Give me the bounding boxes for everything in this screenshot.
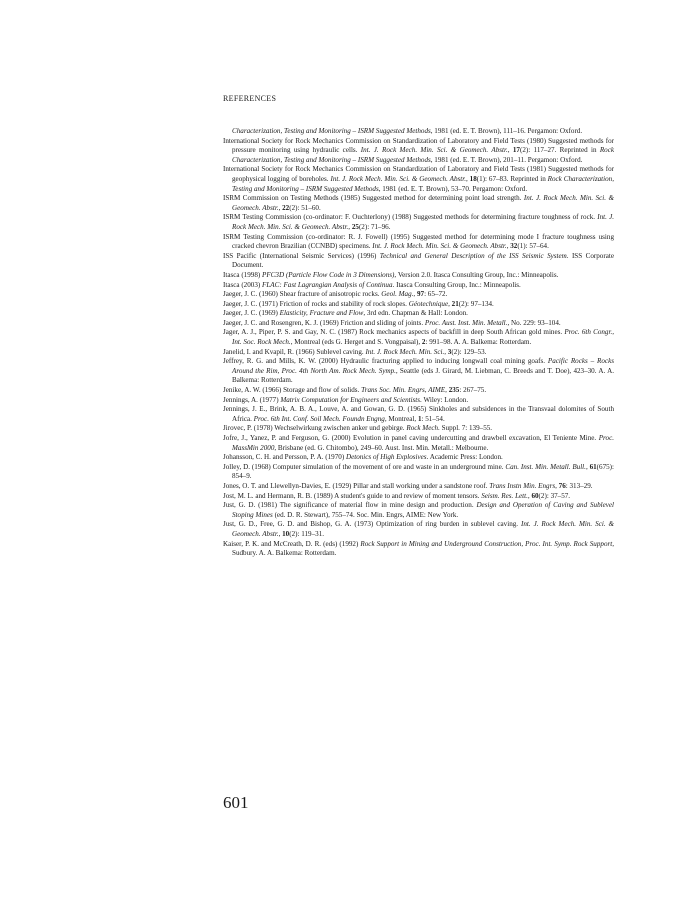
ref-text: (1): 67–83. Reprinted in [476,174,548,183]
reference-entry [223,165,614,194]
ref-italic-text: Int. J. Rock Mech. Min. Sci. [365,347,445,356]
reference-entry [223,328,614,347]
ref-volume: 21 [451,299,459,308]
ref-volume: 25 [351,222,359,231]
ref-text: , [585,462,590,471]
ref-text: (2): 51–60. [289,203,321,212]
ref-text: Suppl. 7: 139–55. [439,424,493,433]
reference-entry [223,348,614,358]
ref-text: Jolley, D. (1968) Computer simulation of the movement of ore and waste in an underground mine. [223,462,506,471]
ref-text: . Wiley: London. [420,395,469,404]
ref-text: , [506,242,511,251]
reference-entry [223,482,614,492]
ref-italic-text: Proc. 6th Int. Conf. Soil Mech. Foundn Engng [253,414,385,423]
reference-entry [223,300,614,310]
ref-text: , Brisbane (ed. G. Chitombo), 249–60. Aust. Inst. Min. Metall.: Melbourne. [274,443,489,452]
ref-italic-text: Rock Support in Mining and Underground Construction, Proc. Int. Symp. Rock Support [360,539,613,548]
ref-text: ISS Pacific (International Seismic Services) (1996) [223,251,380,260]
ref-text: Jost, M. L. and Hermann, R. B. (1989) A student's guide to and review of moment tensors. [223,491,482,500]
ref-text: Just, G. D., Free, G. D. and Bishop, G. A. (1973) Optimization of ring burden in sublevel caving. [223,520,521,529]
ref-text: : 51–54. [421,414,445,423]
ref-text: Janelid, I. and Kvapil, R. (1966) Sublevel caving. [223,347,366,356]
ref-text: International Society for Rock Mechanics Commission on Standardization of Laboratory and Field Tests (1981) Suggested methods for geophysical logging of boreholes. [223,165,614,183]
ref-italic-text: Rock Characterization, Testing and Monitoring – ISRM Suggested Methods [232,146,615,164]
ref-italic-text: PFC3D (Particle Flow Code in 3 Dimensions) [262,270,395,279]
ref-text: , Montreal, [384,414,418,423]
ref-italic-text: Int. J. Rock Mech. Min. Sci. & Geomech. Abstr. [232,213,614,231]
ref-text: International Society for Rock Mechanics Commission on Standardization of Laboratory and Field Tests (1980) Suggested methods for pressure monitoring using hydraulic cells. [223,136,614,155]
reference-entry [223,386,614,396]
ref-text: , 1981 (ed. E. T. Brown), 53–70. Pergamon: Oxford. [378,184,528,193]
page-number: 601 [223,793,249,812]
ref-text: , Sudbury. A. A. Balkema: Rotterdam. [232,539,615,558]
ref-text: , Seattle (eds J. Girard, M. Liebman, C. Breeds and T. Doe), 423–30. A. A. Balkema: Rotterdam. [232,366,614,385]
reference-entry [223,281,614,291]
ref-text: : 65–72. [424,290,448,299]
ref-text: , No. 229: 93–104. [507,318,561,327]
ref-text: Itasca (1998) [223,270,262,279]
reference-entry [223,233,614,252]
ref-text: Jofre, J., Yanez, P. and Ferguson, G. (2000) Evolution in panel caving undercutting and drawbell excavation, El Teniente Mine. [223,434,599,442]
ref-italic-text: Pacific Rocks – Rocks Around the Rim, Proc. 4th North Am. Rock Mech. Symp. [232,357,614,375]
ref-italic-text: Rock Characterization, Testing and Monitoring – ISRM Suggested Methods [232,174,614,193]
ref-text: (2): 129–53. [451,347,487,356]
ref-text: Kaiser, P. K. and McCreath, D. R. (eds) (1992) [223,539,361,548]
reference-entry [223,194,614,213]
ref-text: , [555,481,559,490]
ref-italic-text: Int. J. Rock Mech. Min. Sci. & Geomech. Abstr. [232,194,615,212]
ref-text: Jones, O. T. and Llewellyn-Davies, E. (1929) Pillar and stall working under a sandstone roof. [223,481,490,490]
ref-volume: 1 [417,414,422,423]
ref-volume: 97 [416,290,425,299]
ref-volume: 18 [469,174,477,183]
ref-text: Jirovec, P. (1978) Wechselwirkung zwischen anker und gebirge. [223,424,407,433]
ref-text: Jaeger, J. C. (1960) Shear fracture of anisotropic rocks. [223,290,382,299]
ref-text: , Version 2.0. Itasca Consulting Group, Inc.: Minneapolis. [394,270,559,279]
ref-text: : 267–75. [459,386,487,395]
ref-text: Jaeger, J. C. and Rosengren, K. J. (1969) Friction and sliding of joints. [223,318,425,327]
ref-text: ISRM Testing Commission (co-ordinator: F. Ouchterlony) (1988) Suggested methods for determining fracture toughness of rock. [223,213,598,222]
ref-text: . ISS Corporate Document. [232,251,614,270]
ref-text: . Itasca Consulting Group, Inc.: Minneapolis. [392,280,521,289]
ref-italic-text: Géotechnique [408,299,449,308]
ref-text: , 1981 (ed. E. T. Brown), 111–16. Pergamon: Oxford. [430,127,583,135]
ref-text: Johansson, C. H. and Persson, P. A. (1970) [223,453,346,462]
ref-text: Jaeger, J. C. (1971) Friction of rocks and stability of rock slopes. [223,299,409,308]
reference-entry [223,520,614,539]
reference-entry [223,290,614,300]
ref-text: Jennings, A. (1977) [223,395,281,404]
ref-italic-text: Can. Inst. Min. Metall. Bull. [505,462,586,471]
ref-text: (1): 57–64. [517,242,549,251]
reference-entry [223,424,614,434]
running-header: REFERENCES [223,94,277,103]
ref-text: : 313–29. [565,481,593,490]
ref-italic-text: Trans Instn Min. Engrs [489,481,556,490]
reference-entry [223,405,614,424]
ref-text: , [465,174,470,183]
reference-entry [223,540,614,559]
reference-entry [223,396,614,406]
ref-italic-text: Characterization, Testing and Monitoring – ISRM Suggested Methods [232,127,431,135]
ref-text: ISRM Testing Commission (co-ordinator: R. J. Fowell) (1995) Suggested method for determining mode I fracture toughness using cracked chevron Brazilian (CCNBD) specimens. [223,232,614,251]
ref-italic-text: Detonics of High Explosives [345,453,427,462]
reference-entry [223,137,614,166]
ref-italic-text: Proc. MassMin 2000 [232,434,614,452]
ref-volume: 17 [512,146,520,155]
ref-text: (2): 117–27. Reprinted in [519,146,600,155]
ref-text: Jager, A. J., Piper, P. S. and Gay, N. C. (1987) Rock mechanics aspects of backfill in deep South African gold mines. [223,328,565,337]
ref-text: Just, G. D. (1981) The significance of material flow in mine design and production. [223,501,477,510]
reference-entry [223,357,614,386]
ref-italic-text: Int. J. Rock Mech. Min. Sci. & Geomech. Abstr. [330,174,466,183]
ref-text: : 991–98. A. A. Balkema: Rotterdam. [425,338,532,347]
reference-entry [223,271,614,281]
ref-text: (675): 854–9. [232,462,615,481]
reference-entry [223,492,614,502]
ref-volume: 235 [448,386,460,395]
ref-text: , Montreal (eds G. Herget and S. Vongpaisal), [290,338,422,347]
ref-italic-text: Rock Mech. [406,424,440,433]
ref-text: (2): 37–57. [538,491,571,500]
reference-entry [223,434,614,453]
ref-italic-text: Trans Soc. Min. Engrs, AIME [361,386,446,395]
ref-volume: 22 [282,203,290,212]
ref-text: Jaeger, J. C. (1969) [223,309,280,318]
reference-entry [223,501,614,520]
ref-text: , [278,203,283,212]
ref-text: , 1981 (ed. E. T. Brown), 201–11. Pergamon: Oxford. [430,155,583,164]
ref-volume: 76 [558,481,566,490]
ref-italic-text: Design and Operation of Caving and Sublevel Stoping Mines [232,501,614,519]
ref-italic-text: Matrix Computation for Engineers and Scientists [280,395,421,404]
reference-entry [223,463,614,482]
ref-volume: 61 [589,462,597,471]
reference-entry [223,213,614,232]
reference-entry [223,309,614,319]
ref-text: (2): 119–31. [289,529,325,538]
ref-text: , [445,386,449,395]
ref-italic-text: Seism. Res. Lett. [481,491,528,500]
ref-italic-text: Elasticity, Fracture and Flow [279,309,364,318]
ref-italic-text: Int. J. Rock Mech. Min. Sci. & Geomech. Abstr. [360,146,508,155]
ref-italic-text: Proc. 6th Congr., Int. Soc. Rock Mech. [232,328,614,347]
ref-text: , [507,146,513,155]
ref-volume: 2 [421,338,426,347]
ref-text: , 3rd edn. Chapman & Hall: London. [363,309,468,318]
ref-text: (2): 71–96. [358,222,391,231]
reference-list [223,127,614,559]
ref-volume: 3 [447,347,452,356]
ref-volume: 60 [531,491,539,500]
ref-volume: 32 [510,242,518,251]
ref-volume: 10 [282,529,290,538]
ref-italic-text: Proc. Aust. Inst. Min. Metall. [424,318,508,327]
ref-italic-text: Int. J. Rock Mech. Min. Sci. & Geomech. Abstr. [232,520,615,538]
ref-text: , [348,222,352,231]
ref-text: . Academic Press: London. [426,453,503,462]
reference-entry [223,453,614,463]
ref-text: Jenike, A. W. (1966) Storage and flow of solids. [223,386,362,395]
ref-text: Itasca (2003) [223,280,262,289]
ref-text: , [527,491,532,500]
ref-text: , [278,529,283,538]
ref-italic-text: Geol. Mag. [381,290,414,299]
ref-text: Jeffrey, R. G. and Mills, K. W. (2000) Hydraulic fracturing applied to inducing longwall coal mining goafs. [223,357,548,366]
ref-text: , [444,347,448,356]
ref-italic-text: Technical and General Description of the ISS Seismic System [379,251,567,260]
reference-entry [223,319,614,329]
ref-text: Jennings, J. E., Brink, A. B. A., Louve, A. and Gowan, G. D. (1965) Sinkholes and subsidences in the Transvaal dolomites of South Africa. [223,405,614,423]
reference-entry [223,252,614,271]
ref-italic-text: Int. J. Rock Mech. Min. Sci. & Geomech. Abstr. [372,242,507,251]
ref-text: , [413,290,417,299]
reference-entry [223,127,614,137]
ref-italic-text: FLAC: Fast Lagrangian Analysis of Continua [262,280,393,289]
ref-text: ISRM Commission on Testing Methods (1985) Suggested method for determining point load strength. [223,194,524,203]
ref-text: , [448,299,452,308]
ref-text: (ed. D. R. Stewart), 755–74. Soc. Min. Engrs, AIME: New York. [272,510,459,519]
ref-text: (2): 97–134. [458,299,494,308]
